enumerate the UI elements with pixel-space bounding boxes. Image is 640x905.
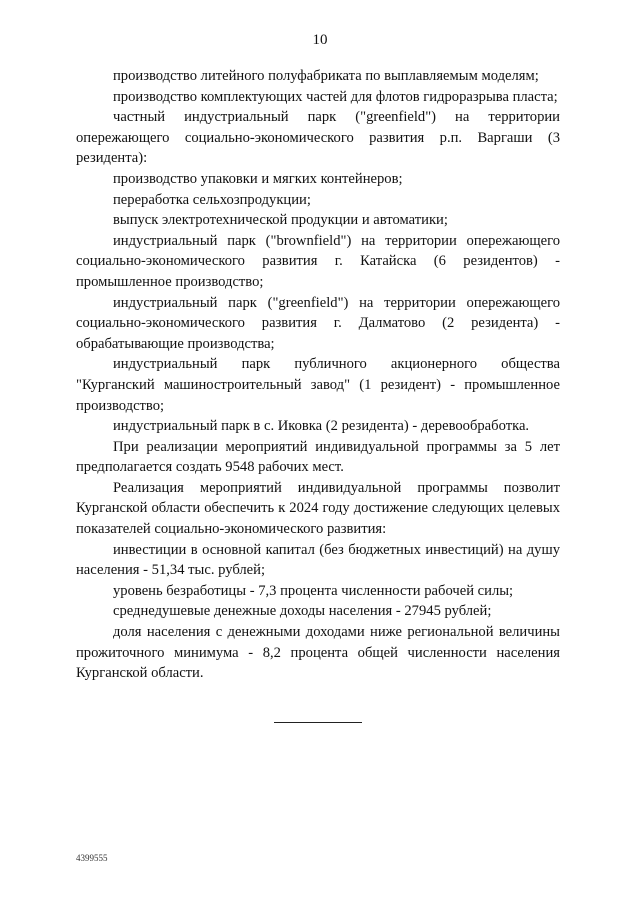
paragraph: При реализации мероприятий индивидуальной программы за 5 лет предполагается создать 9548 рабочих мест. bbox=[76, 438, 560, 476]
paragraph: производство упаковки и мягких контейнеров; bbox=[113, 170, 403, 187]
paragraph: уровень безработицы - 7,3 процента численности рабочей силы; bbox=[113, 582, 514, 599]
paragraph: выпуск электротехнической продукции и автоматики; bbox=[113, 212, 448, 229]
paragraph: частный индустриальный парк ("greenfield") на территории опережающего социально-экономического развития р.п. Варгаши (3 резидента): bbox=[76, 109, 560, 167]
page-number: 10 bbox=[312, 32, 328, 48]
paragraph: индустриальный парк в с. Иковка (2 резидента) - деревообработка. bbox=[113, 418, 530, 435]
paragraph: инвестиции в основной капитал (без бюджетных инвестиций) на душу населения - 51,34 тыс. рублей; bbox=[76, 541, 560, 579]
paragraph: индустриальный парк ("brownfield") на территории опережающего социально-экономического развития г. Катайска (6 резидентов) - промышленное производство; bbox=[76, 232, 560, 290]
paragraph: производство литейного полуфабриката по выплавляемым моделям; bbox=[113, 68, 539, 84]
end-rule bbox=[274, 722, 362, 723]
paragraph: индустриальный парк ("greenfield") на территории опережающего социально-экономического развития г. Далматово (2 резидента) - обрабатывающие производства; bbox=[76, 294, 560, 352]
paragraph: среднедушевые денежные доходы населения - 27945 рублей; bbox=[113, 603, 492, 620]
paragraph: индустриальный парк публичного акционерного общества "Курганский машиностроительный завод" (1 резидент) - промышленное производство; bbox=[76, 356, 560, 414]
footer-code: 4399555 bbox=[76, 853, 108, 863]
paragraph: производство комплектующих частей для флотов гидроразрыва пласта; bbox=[113, 88, 558, 105]
paragraph: переработка сельхозпродукции; bbox=[113, 191, 311, 208]
body-text bbox=[76, 66, 560, 684]
paragraph: доля населения с денежными доходами ниже региональной величины прожиточного минимума - 8,2 процента общей численности населения Курганской области. bbox=[76, 624, 560, 682]
paragraph: Реализация мероприятий индивидуальной программы позволит Курганской области обеспечить к 2024 году достижение следующих целевых показателей социально-экономического развития: bbox=[76, 479, 560, 538]
